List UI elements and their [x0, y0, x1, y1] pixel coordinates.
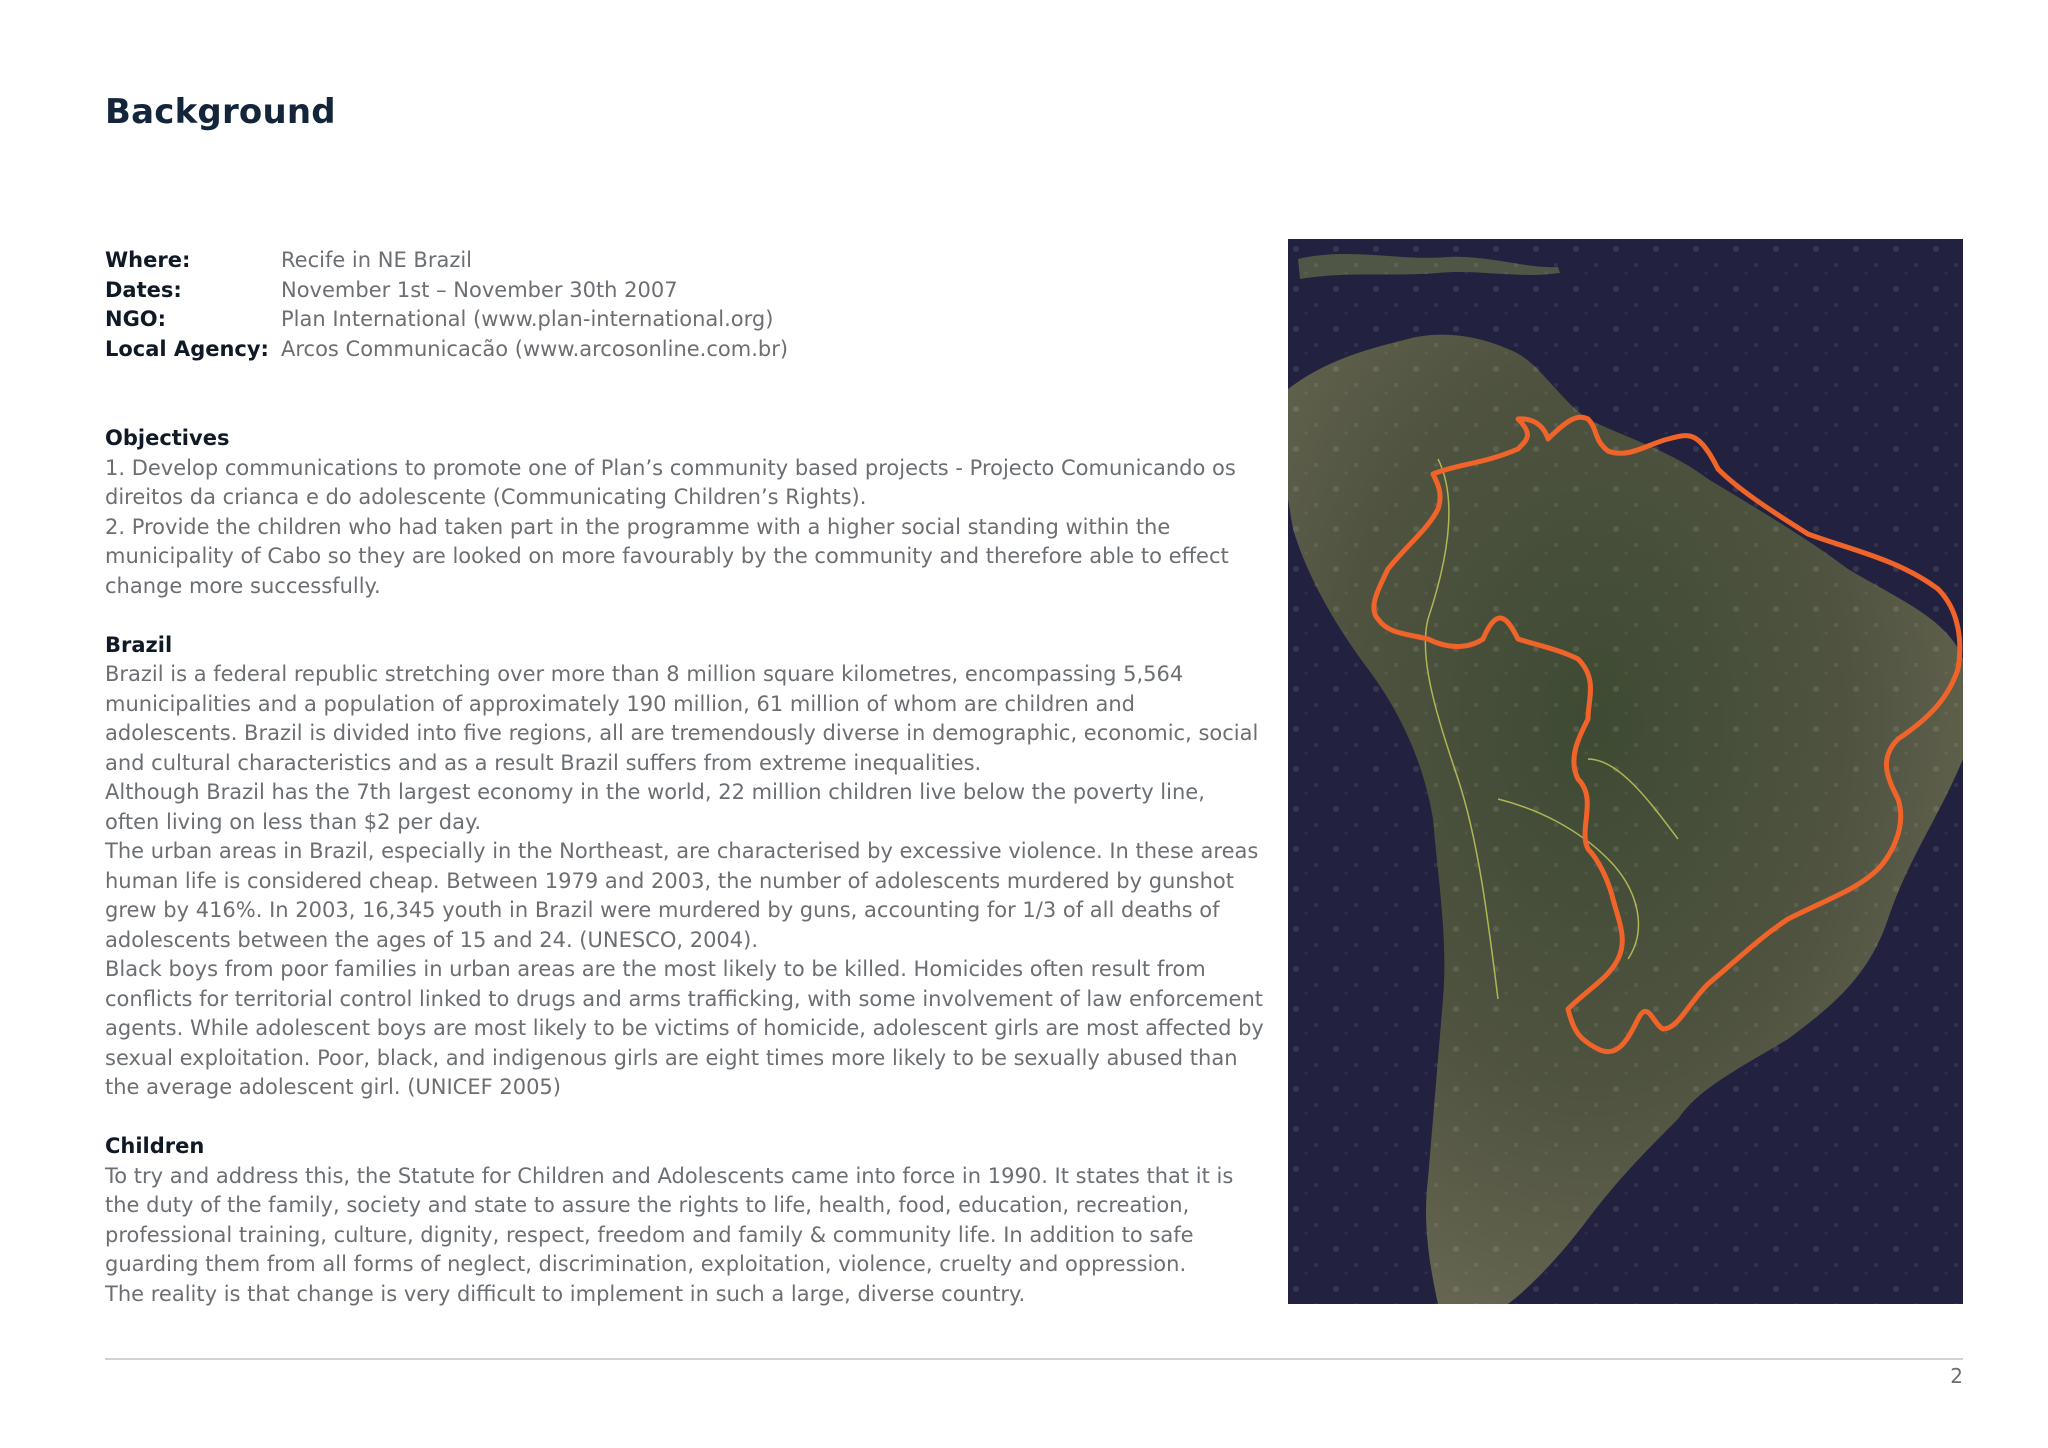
fact-label: Where:	[105, 248, 191, 272]
fact-row-where	[105, 246, 788, 276]
fact-label: Local Agency:	[105, 336, 269, 361]
fact-value: Arcos Communicacão (www.arcosonline.com.br)	[281, 336, 789, 361]
paragraph: 1. Develop communications to promote one of Plan’s community based projects - Projecto Comunicando os direitos da crianca e do adolescente (Communicating Children’s Rights).	[105, 455, 1236, 509]
paragraph: Black boys from poor families in urban areas are the most likely to be killed. Homicides often result from conflicts for territorial control linked to drugs and arms trafficking, with some involvement of law enforcement agents. While adolescent boys are most likely to be victims of homicide, adolescent girls are most affected by sexual exploitation. Poor, black, and indigenous girls are eight times more likely to be sexually abused than the average adolescent girl. (UNICEF 2005)	[105, 957, 1264, 1099]
fact-row-dates	[105, 276, 788, 306]
paragraph: Although Brazil has the 7th largest economy in the world, 22 million children live below the poverty line, often living on less than $2 per day.	[105, 780, 1205, 834]
project-facts	[105, 246, 788, 364]
section-heading: Objectives	[105, 426, 230, 450]
map-svg	[1288, 239, 1963, 1304]
body-content	[105, 424, 1265, 1309]
paragraph: The reality is that change is very difficult to implement in such a large, diverse country.	[105, 1281, 1026, 1306]
fact-row-ngo	[105, 305, 788, 335]
satellite-map-south-america	[1288, 239, 1963, 1304]
fact-value: November 1st – November 30th 2007	[281, 277, 678, 302]
paragraph: The urban areas in Brazil, especially in the Northeast, are characterised by excessive violence. In these areas human life is considered cheap. Between 1979 and 2003, the number of adolescents murdered by gunshot grew by 416%. In 2003, 16,345 youth in Brazil were murdered by guns, accounting for 1/3 of all deaths of adolescents between the ages of 15 and 24. (UNESCO, 2004).	[105, 839, 1259, 952]
paragraph: Brazil is a federal republic stretching over more than 8 million square kilometres, encompassing 5,564 municipalities and a population of approximately 190 million, 61 million of whom are children and adolescents. Brazil is divided into five regions, all are tremendously diverse in demographic, economic, social and cultural characteristics and as a result Brazil suffers from extreme inequalities.	[105, 662, 1259, 775]
paragraph: 2. Provide the children who had taken part in the programme with a higher social standing within the municipality of Cabo so they are looked on more favourably by the community and therefore able to effect change more successfully.	[105, 514, 1229, 598]
section-children	[105, 1132, 1265, 1309]
section-heading: Children	[105, 1134, 205, 1158]
cloud-texture	[1288, 239, 1963, 1304]
section-heading: Brazil	[105, 632, 173, 657]
page-number: 2	[1950, 1364, 1963, 1388]
section-brazil	[105, 631, 1265, 1103]
section-objectives	[105, 424, 1265, 601]
fact-label: Dates:	[105, 277, 182, 302]
footer-divider	[105, 1358, 1963, 1360]
paragraph: To try and address this, the Statute for Children and Adolescents came into force in 1990. It states that it is the duty of the family, society and state to assure the rights to life, health, food, education, recreation, professional training, culture, dignity, respect, freedom and family & community life. In addition to safe guarding them from all forms of neglect, discrimination, exploitation, violence, cruelty and oppression.	[105, 1163, 1234, 1276]
fact-label: NGO:	[105, 307, 167, 332]
fact-value: Plan International (www.plan-international.org)	[281, 307, 774, 332]
fact-value: Recife in NE Brazil	[281, 248, 473, 272]
fact-row-local-agency	[105, 335, 788, 365]
page-title: Background	[105, 92, 336, 132]
